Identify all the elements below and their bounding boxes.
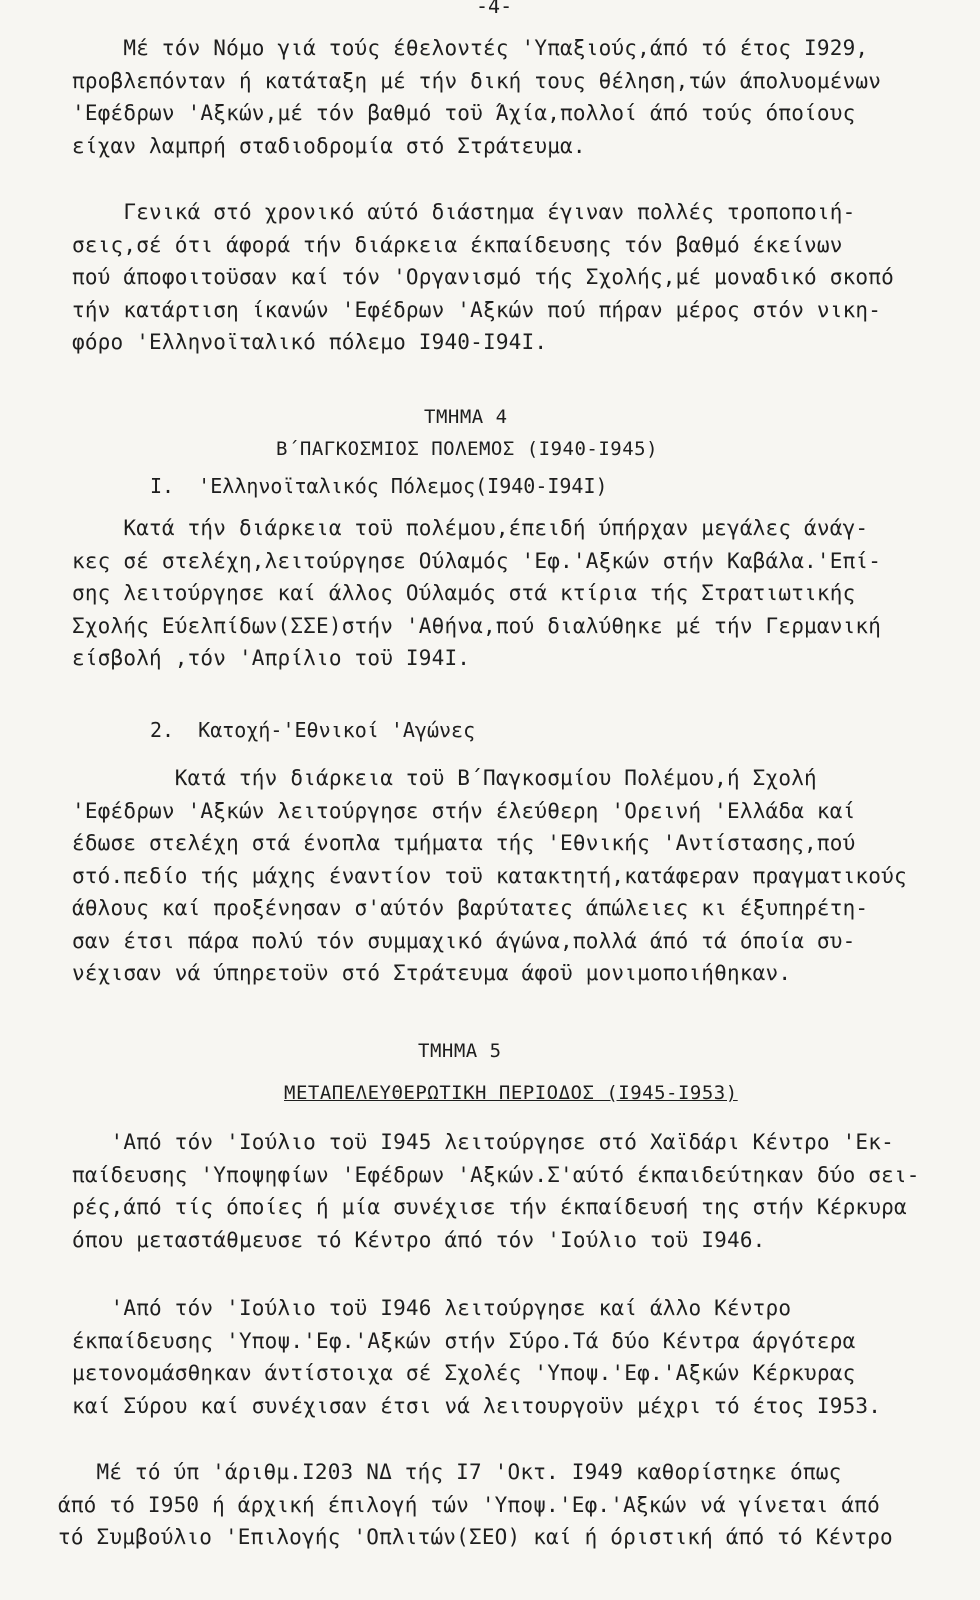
- text-line: Γενικά στό χρονικό αύτό διάστημα έγιναν πολλές τροποποιή-: [72, 200, 856, 224]
- text-line: καί Σύρου καί συνέχισαν έτσι νά λειτουργοϋν μέχρι τό έτος I953.: [72, 1393, 882, 1418]
- text-line: στό.πεδίο τής μάχης έναντίον τοϋ κατακτητή,κατάφεραν πραγματικούς: [72, 863, 907, 888]
- text-line: τό Συμβούλιο 'Επιλογής 'Οπλιτών(ΣΕΟ) καί ή όριστική άπό τό Κέντρο: [58, 1525, 893, 1549]
- text-line: φόρο 'Ελληνοϊταλικό πόλεμο I940-I94I.: [72, 330, 548, 354]
- text-line: παίδευσης 'Υποψηφίων 'Εφέδρων 'Αξκών.Σ'αύτό έκπαιδεύτηκαν δύο σει-: [72, 1162, 920, 1187]
- text-line: 'Από τόν 'Ιούλιο τοϋ I946 λειτούργησε καί άλλο Κέντρο: [72, 1296, 792, 1320]
- text-line: μετονομάσθηκαν άντίστοιχα σέ Σχολές 'Υποψ.'Εφ.'Αξκών Κέρκυρας: [72, 1361, 856, 1385]
- text-line: πού άποφοιτοϋσαν καί τόν 'Οργανισμό τής Σχολής,μέ μοναδικό σκοπό: [72, 265, 894, 289]
- text-line: τήν κατάρτιση ίκανών 'Εφέδρων 'Αξκών πού πήραν μέρος στόν νικη-: [72, 297, 882, 322]
- text-line: έκπαίδευσης 'Υποψ.'Εφ.'Αξκών στήν Σύρο.Τά δύο Κέντρα άργότερα: [72, 1328, 856, 1353]
- paragraph-7: [58, 1456, 893, 1554]
- section-5-label: ΤΜΗΜΑ 5: [418, 1040, 502, 1062]
- text-line: σης λειτούργησε καί άλλος Ούλαμός στά κτίρια τής Στρατιωτικής: [72, 581, 856, 605]
- text-line: άθλους καί προξένησαν σ'αύτόν βαρύτατες άπώλειες κι έξυπηρέτη-: [72, 896, 869, 920]
- text-line: σαν έτσι πάρα πολύ τόν συμμαχικό άγώνα,πολλά άπό τά όποία συ-: [72, 928, 856, 953]
- text-line: ρές,άπό τίς όποίες ή μία συνέχισε τήν έκπαίδευσή της στήν Κέρκυρα: [72, 1195, 907, 1219]
- section-4-label: ΤΜΗΜΑ 4: [424, 406, 508, 428]
- subsection-1-heading: I. 'Ελληνοϊταλικός Πόλεμος(I940-I94I): [150, 474, 608, 498]
- paragraph-3: [72, 512, 881, 675]
- paragraph-1: [72, 32, 881, 162]
- text-line: 'Εφέδρων 'Αξκών λειτούργησε στήν έλεύθερη 'Ορεινή 'Ελλάδα καί: [72, 798, 856, 823]
- paragraph-2: [72, 196, 894, 359]
- text-line: άπό τό I950 ή άρχική έπιλογή τών 'Υποψ.'Εφ.'Αξκών νά γίνεται άπό: [58, 1492, 880, 1517]
- subsection-2-heading: 2. Κατοχή-'Εθνικοί 'Αγώνες: [150, 718, 476, 742]
- text-line: όπου μεταστάθμευσε τό Κέντρο άπό τόν 'Ιούλιο τοϋ I946.: [72, 1227, 766, 1252]
- paragraph-6: [72, 1292, 881, 1422]
- text-line: προβλεπόνταν ή κατάταξη μέ τήν δική τους θέληση,τών άπολυομένων: [72, 68, 882, 93]
- text-line: είσβολή ,τόν 'Απρίλιο τοϋ I94I.: [72, 646, 471, 670]
- page-number: -4-: [476, 0, 513, 18]
- text-line: Μέ τό ύπ 'άριθμ.I203 ΝΔ τής I7 'Οκτ. I949 καθορίστηκε όπως: [58, 1460, 842, 1484]
- text-line: Μέ τόν Νόμο γιά τούς έθελοντές 'Υπαξιούς,άπό τό έτος I929,: [72, 36, 869, 60]
- text-line: είχαν λαμπρή σταδιοδρομία στό Στράτευμα.: [72, 133, 586, 158]
- text-line: Κατά τήν διάρκεια τοϋ Β΄Παγκοσμίου Πολέμου,ή Σχολή: [72, 766, 817, 790]
- text-line: έδωσε στελέχη στά ένοπλα τμήματα τής 'Εθνικής 'Αντίστασης,πού: [72, 831, 856, 855]
- text-line: νέχισαν νά ύπηρετοϋν στό Στράτευμα άφοϋ μονιμοποιήθηκαν.: [72, 961, 792, 985]
- text-line: κες σέ στελέχη,λειτούργησε Ούλαμός 'Εφ.'Αξκών στήν Καβάλα.'Επί-: [72, 548, 882, 573]
- text-line: 'Από τόν 'Ιούλιο τοϋ I945 λειτούργησε στό Χαϊδάρι Κέντρο 'Εκ-: [72, 1130, 894, 1154]
- text-line: 'Εφέδρων 'Αξκών,μέ τόν βαθμό τοϋ Άχία,πολλοί άπό τούς όποίους: [72, 101, 856, 125]
- paragraph-4: [72, 762, 907, 990]
- text-line: Κατά τήν διάρκεια τοϋ πολέμου,έπειδή ύπήρχαν μεγάλες άνάγ-: [72, 516, 869, 540]
- section-5-title: ΜΕΤΑΠΕΛΕΥΘΕΡΩΤΙΚΗ ΠΕΡΙΟΔΟΣ (I945-I953): [284, 1082, 738, 1104]
- text-line: Σχολής Εύελπίδων(ΣΣΕ)στήν 'Αθήνα,πού διαλύθηκε μέ τήν Γερμανική: [72, 613, 882, 638]
- text-line: σεις,σέ ότι άφορά τήν διάρκεια έκπαίδευσης τόν βαθμό έκείνων: [72, 232, 843, 257]
- paragraph-5: [72, 1126, 920, 1256]
- section-4-title: Β΄ΠΑΓΚΟΣΜΙΟΣ ΠΟΛΕΜΟΣ (I940-I945): [276, 438, 659, 460]
